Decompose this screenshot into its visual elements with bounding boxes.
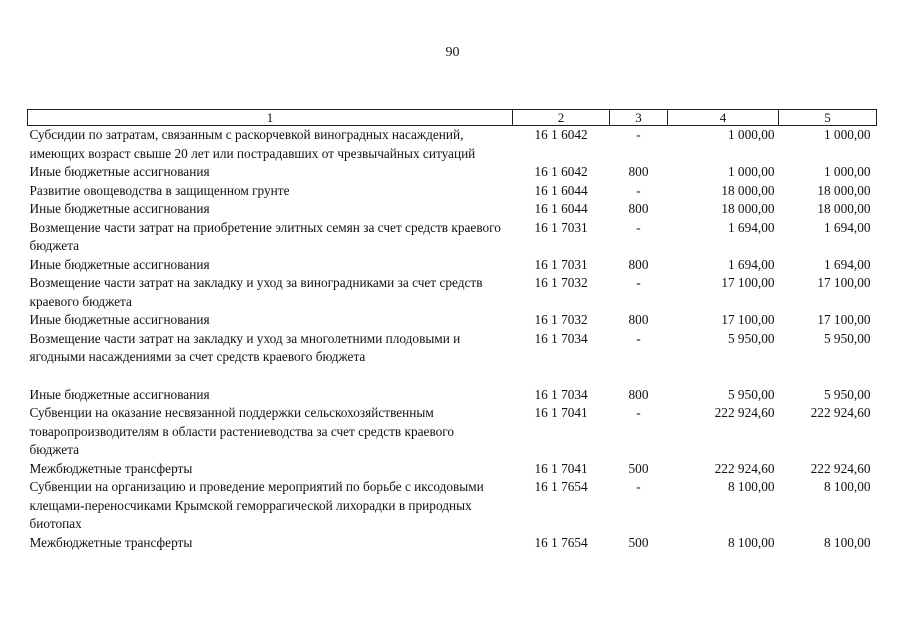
row-amount-2: 18 000,00 (817, 182, 871, 198)
row-code: 16 1 6044 (534, 182, 588, 198)
row-code: 16 1 6042 (534, 127, 588, 142)
header-row (28, 110, 877, 126)
row-code: 16 1 7032 (534, 275, 588, 290)
row-name: Иные бюджетные ассигнования (29, 386, 210, 402)
row-type: - (636, 479, 641, 494)
row-name: Возмещение части затрат на приобретение элитных семян за счет средств краевого бюджета (29, 219, 501, 253)
row-code: 16 1 6044 (534, 201, 588, 216)
row-name: Субсидии по затратам, связанным с раскорчевкой виноградных насаждений, имеющих возраст свыше 20 лет или пострадавших от чрезвычайных ситуаций (29, 127, 476, 161)
row-name: Субвенции на организацию и проведение мероприятий по борьбе с иксодовыми клещами-переносчиками Крымской геморрагической лихорадки в природных биотопах (29, 479, 484, 531)
row-amount-1: 5 950,00 (727, 386, 775, 402)
table-row (28, 163, 877, 182)
row-type: - (636, 275, 641, 290)
row-code: 16 1 7032 (534, 312, 588, 327)
table-row (28, 274, 877, 311)
table-row (28, 200, 877, 219)
row-amount-1: 222 924,60 (714, 405, 775, 420)
table-row (28, 330, 877, 386)
table-row (28, 404, 877, 460)
row-amount-1: 18 000,00 (721, 201, 775, 216)
budget-table (27, 109, 877, 552)
table-row (28, 478, 877, 534)
row-type: - (636, 330, 641, 346)
row-type: - (636, 219, 641, 235)
row-type: 800 (628, 386, 649, 402)
row-name: Возмещение части затрат на закладку и уход за виноградниками за счет средств краевого бюджета (29, 275, 483, 309)
row-code: 16 1 7041 (534, 460, 588, 476)
row-amount-2: 5 950,00 (823, 330, 871, 346)
table-row (28, 534, 877, 553)
row-type: 500 (628, 534, 649, 550)
row-type: - (636, 127, 641, 142)
column-header-4: 4 (668, 110, 779, 126)
row-amount-1: 222 924,60 (714, 460, 775, 476)
row-amount-2: 222 924,60 (810, 460, 871, 476)
row-amount-2: 222 924,60 (810, 405, 871, 420)
row-code: 16 1 7031 (534, 256, 588, 272)
row-amount-2: 17 100,00 (817, 312, 871, 327)
table-row (28, 182, 877, 201)
row-amount-1: 8 100,00 (727, 534, 775, 550)
row-name: Межбюджетные трансферты (29, 460, 193, 476)
row-code: 16 1 7041 (534, 405, 588, 420)
table-row (28, 311, 877, 330)
row-amount-2: 1 694,00 (823, 256, 871, 272)
row-amount-1: 17 100,00 (721, 275, 775, 290)
row-code: 16 1 7031 (534, 219, 588, 235)
table-row (28, 256, 877, 275)
row-name: Межбюджетные трансферты (29, 534, 193, 550)
row-type: 800 (628, 201, 649, 216)
row-amount-1: 1 694,00 (727, 256, 775, 272)
row-amount-1: 1 000,00 (727, 127, 775, 142)
row-amount-1: 8 100,00 (727, 479, 775, 494)
column-header-1: 1 (28, 110, 513, 126)
column-header-2: 2 (513, 110, 610, 126)
row-code: 16 1 7654 (534, 534, 588, 550)
row-amount-2: 1 694,00 (823, 219, 871, 235)
row-name: Иные бюджетные ассигнования (29, 164, 210, 179)
row-type: 800 (628, 256, 649, 272)
row-code: 16 1 7654 (534, 479, 588, 494)
row-name: Иные бюджетные ассигнования (29, 312, 210, 327)
table-row (28, 460, 877, 479)
row-name: Возмещение части затрат на закладку и уход за многолетними плодовыми и ягодными насаждениями за счет средств краевого бюджета (29, 330, 461, 364)
row-code: 16 1 7034 (534, 330, 588, 346)
row-type: - (636, 405, 641, 420)
row-amount-2: 8 100,00 (823, 534, 871, 550)
row-type: 500 (628, 460, 649, 476)
row-name: Субвенции на оказание несвязанной поддержки сельскохозяйственным товаропроизводителям в области растениеводства за счет средств краевого бюджета (29, 405, 455, 457)
row-amount-2: 1 000,00 (823, 127, 871, 142)
row-name: Иные бюджетные ассигнования (29, 256, 210, 272)
column-header-3: 3 (610, 110, 668, 126)
row-name: Иные бюджетные ассигнования (29, 201, 210, 216)
row-code: 16 1 6042 (534, 164, 588, 179)
row-amount-2: 5 950,00 (823, 386, 871, 402)
row-amount-1: 5 950,00 (727, 330, 775, 346)
row-amount-2: 1 000,00 (823, 164, 871, 179)
row-amount-1: 1 694,00 (727, 219, 775, 235)
row-name: Развитие овощеводства в защищенном грунте (29, 182, 290, 198)
row-code: 16 1 7034 (534, 386, 588, 402)
row-amount-1: 1 000,00 (727, 164, 775, 179)
page-number: 90 (445, 45, 460, 60)
row-type: 800 (628, 164, 649, 179)
table-row (28, 219, 877, 256)
row-amount-2: 17 100,00 (817, 275, 871, 290)
column-header-5: 5 (779, 110, 877, 126)
row-amount-1: 17 100,00 (721, 312, 775, 327)
table-row (28, 126, 877, 164)
row-type: 800 (628, 312, 649, 327)
row-amount-2: 8 100,00 (823, 479, 871, 494)
row-type: - (636, 182, 641, 198)
row-amount-1: 18 000,00 (721, 182, 775, 198)
table-row (28, 386, 877, 405)
row-amount-2: 18 000,00 (817, 201, 871, 216)
